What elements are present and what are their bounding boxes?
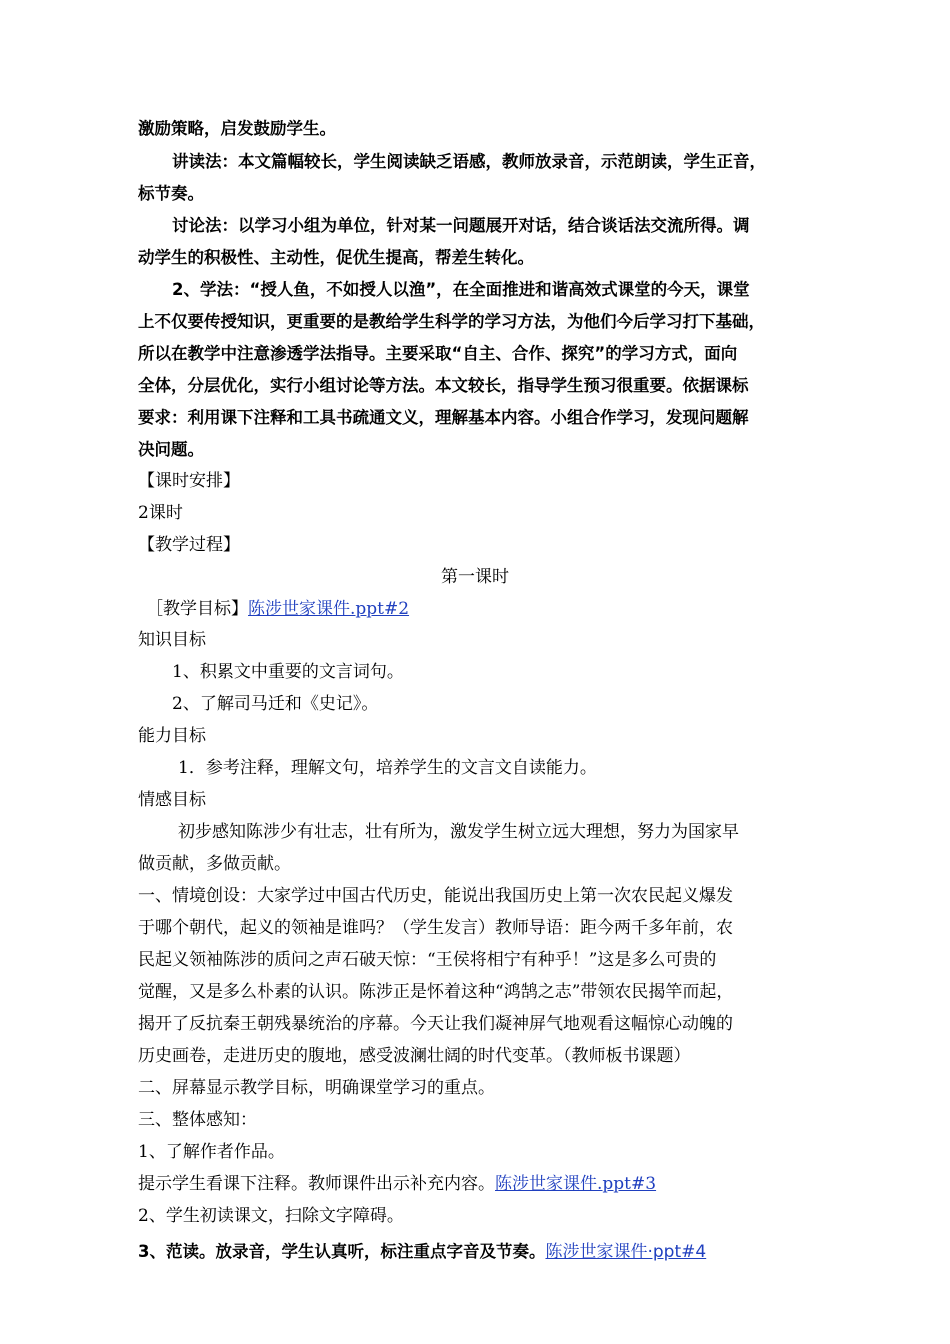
step-line: 1、了解作者作品。 bbox=[138, 1142, 285, 1162]
courseware-link-3[interactable]: 陈涉世家课件.ppt#3 bbox=[495, 1174, 657, 1194]
goal-line bbox=[146, 598, 409, 620]
schedule-value: 2课时 bbox=[138, 503, 183, 523]
step-line: 揭开了反抗秦王朝残暴统治的序幕。今天让我们凝神屏气地观看这幅惊心动魄的 bbox=[138, 1014, 733, 1034]
step-line: 一、情境创设：大家学过中国古代历史，能说出我国历史上第一次农民起义爆发 bbox=[138, 886, 733, 906]
paragraph-line: 动学生的积极性、主动性，促优生提高，帮差生转化。 bbox=[138, 248, 534, 267]
paragraph-line: 讲读法：本文篇幅较长，学生阅读缺乏语感，教师放录音，示范朗读，学生正音， bbox=[172, 152, 766, 171]
step-line: 2、学生初读课文，扫除文字障碍。 bbox=[138, 1206, 404, 1226]
step-line: 历史画卷，走进历史的腹地，感受波澜壮阔的时代变革。（教师板书课题） bbox=[138, 1046, 691, 1066]
ability-heading: 能力目标 bbox=[138, 726, 206, 746]
step-line-bold bbox=[138, 1241, 706, 1263]
paragraph-line: 上不仅要传授知识，更重要的是教给学生科学的学习方法，为他们今后学习打下基础， bbox=[138, 312, 765, 331]
goal-heading: ［教学目标】 bbox=[146, 599, 248, 619]
paragraph-line: 标节奏。 bbox=[138, 184, 204, 203]
step-hint-line bbox=[138, 1173, 656, 1195]
emotion-heading: 情感目标 bbox=[138, 790, 206, 810]
paragraph-line: 2、学法：“授人鱼，不如授人以渔”，在全面推进和谐高效式课堂的今天，课堂 bbox=[172, 280, 750, 299]
paragraph-line: 讨论法：以学习小组为单位，针对某一问题展开对话，结合谈话法交流所得。调 bbox=[172, 216, 750, 235]
step-line: 民起义领袖陈涉的质问之声石破天惊：“王侯将相宁有种乎！”这是多么可贵的 bbox=[138, 950, 717, 970]
knowledge-item: 1、积累文中重要的文言词句。 bbox=[172, 662, 404, 682]
step-line: 于哪个朝代，起义的领袖是谁吗？（学生发言）教师导语：距今两千多年前，农 bbox=[138, 918, 733, 938]
courseware-link-4[interactable]: 陈涉世家课件·ppt#4 bbox=[545, 1242, 707, 1262]
step-text: 3、范读。放录音，学生认真听，标注重点字音及节奏。 bbox=[138, 1242, 546, 1261]
step-hint: 提示学生看课下注释。教师课件出示补充内容。 bbox=[138, 1174, 495, 1194]
step-line: 二、屏幕显示教学目标，明确课堂学习的重点。 bbox=[138, 1078, 495, 1098]
paragraph-line: 所以在教学中注意渗透学法指导。主要采取“自主、合作、探究”的学习方式，面向 bbox=[138, 344, 738, 363]
schedule-heading: 【课时安排】 bbox=[138, 471, 240, 491]
ability-item: 1．参考注释，理解文句，培养学生的文言文自读能力。 bbox=[178, 758, 597, 778]
paragraph-line: 全体，分层优化，实行小组讨论等方法。本文较长，指导学生预习很重要。依据课标 bbox=[138, 376, 749, 395]
paragraph-line: 决问题。 bbox=[138, 440, 204, 459]
step-line: 三、整体感知： bbox=[138, 1110, 257, 1130]
goal-link[interactable]: 陈涉世家课件.ppt#2 bbox=[248, 599, 410, 619]
emotion-line: 初步感知陈涉少有壮志，壮有所为，激发学生树立远大理想，努力为国家早 bbox=[178, 822, 739, 842]
paragraph-line: 要求：利用课下注释和工具书疏通文义，理解基本内容。小组合作学习，发现问题解 bbox=[138, 408, 749, 427]
step-line: 觉醒，又是多么朴素的认识。陈涉正是怀着这种“鸿鹄之志”带领农民揭竿而起， bbox=[138, 982, 734, 1002]
paragraph-line: 激励策略，启发鼓励学生。 bbox=[138, 119, 336, 138]
knowledge-item: 2、了解司马迁和《史记》。 bbox=[172, 694, 379, 714]
knowledge-heading: 知识目标 bbox=[138, 630, 206, 650]
lesson-title: 第一课时 bbox=[441, 567, 509, 587]
process-heading: 【教学过程】 bbox=[138, 535, 240, 555]
emotion-line: 做贡献，多做贡献。 bbox=[138, 854, 291, 874]
